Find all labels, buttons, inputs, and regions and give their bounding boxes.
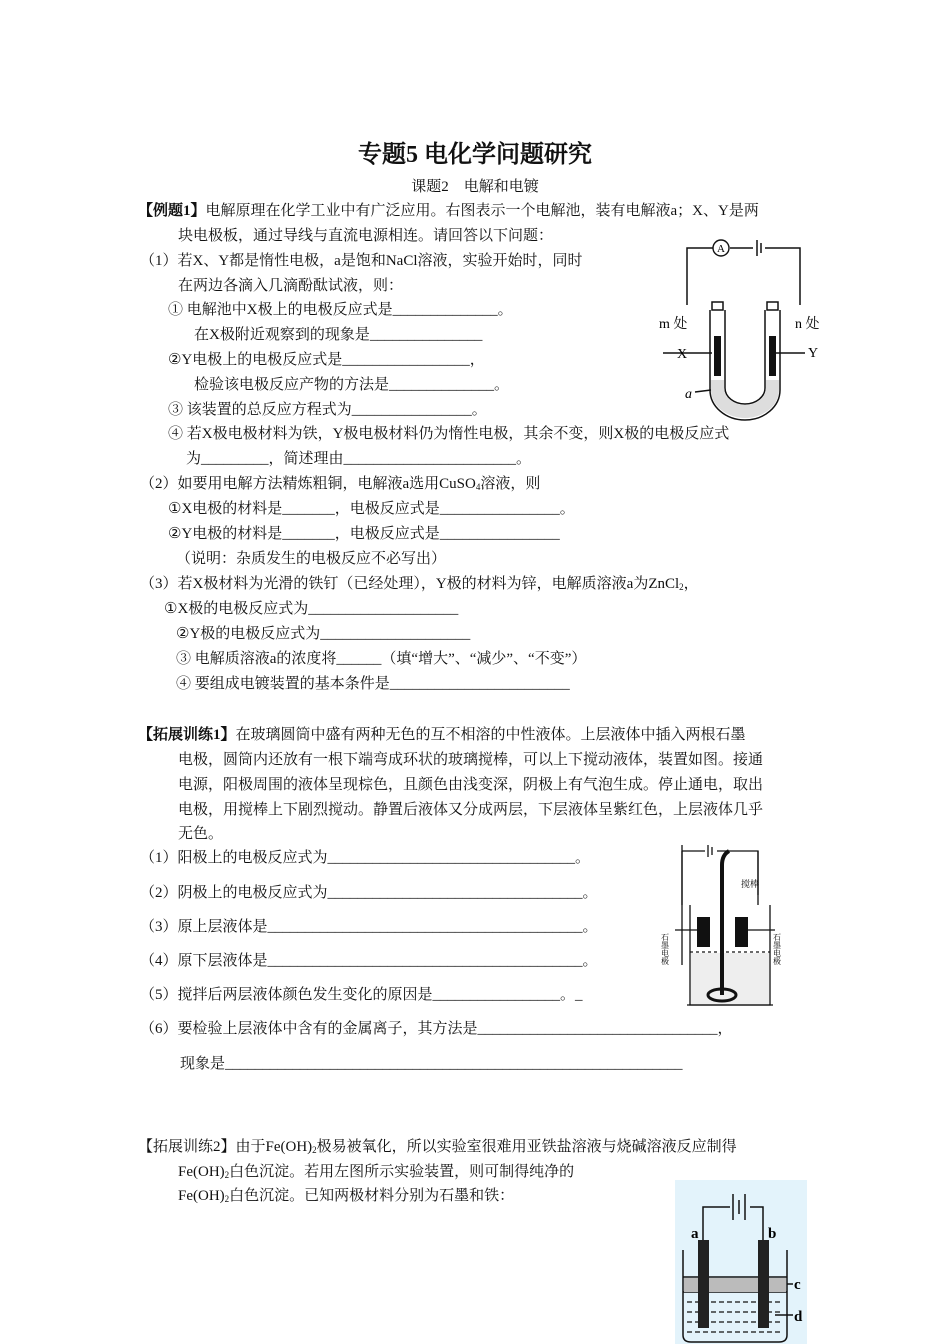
subscript: 2: [312, 1145, 317, 1155]
electrode-b: [758, 1240, 769, 1328]
example1-line1: [138, 201, 759, 221]
q2-1: ①X电极的材料是_______，电极反应式是________________。: [168, 501, 575, 517]
t1-q2: （2）阴极上的电极反应式为__________________________________。: [140, 885, 598, 901]
n-label: n 处: [795, 317, 820, 332]
formula: 由于Fe(OH): [235, 1139, 313, 1155]
q2-note: （说明：杂质发生的电极反应不必写出）: [176, 551, 447, 567]
lesson-subtitle: 课题2 电解和电镀: [411, 179, 539, 195]
training1-line5: 无色。: [178, 826, 224, 842]
subscript: 2: [224, 1194, 230, 1204]
left-graphite-electrode: [697, 917, 710, 947]
m-label: m 处: [659, 317, 688, 332]
formula: Fe(OH): [178, 1188, 225, 1204]
q3-text: （3）若X极材料为光滑的铁钉（已经处理），Y极的材料为锌，电解质溶液a为ZnCl: [140, 576, 680, 592]
training1-line4: 电极，用搅棒上下剧烈搅动。静置后液体又分成两层，下层液体呈紫红色，上层液体几乎: [178, 802, 764, 818]
training2-text: 极易被氧化，所以实验室很难用亚铁盐溶液与烧碱溶液反应制得: [316, 1139, 737, 1155]
example1-text: 电解原理在化学工业中有广泛应用。右图表示一个电解池，装有电解液a；X、Y是两: [205, 203, 759, 219]
example1-line2: 块电极板，通过导线与直流电源相连。请回答以下问题：: [178, 228, 554, 244]
subscript: 2: [224, 1170, 230, 1180]
subscript: 2: [679, 582, 684, 592]
q2-intro: [140, 474, 540, 497]
q3-3: ③ 电解质溶液a的浓度将______（填“增大”、“减少”、“不变”）: [176, 651, 587, 667]
training1-text: 在玻璃圆筒中盛有两种无色的互不相溶的中性液体。上层液体中插入两根石墨: [235, 727, 746, 743]
q2-text-end: 溶液，则: [480, 476, 541, 492]
fe-oh2-electrolysis-diagram: [675, 1180, 807, 1344]
right-graphite-electrode: [735, 917, 748, 947]
q3-text-end: ，: [683, 576, 699, 592]
subscript: 4: [475, 482, 481, 492]
training1-line2: 电极，圆筒内还放有一根下端弯成环状的玻璃搅棒，可以上下搅动液体，装置如图。接通: [178, 752, 764, 768]
training2-line3: [178, 1186, 514, 1209]
left-electrode-label: 石墨电极: [660, 933, 670, 965]
training2-line1: [138, 1137, 737, 1160]
u-tube-electrolysis-diagram: [655, 230, 825, 425]
formula: Fe(OH): [178, 1164, 225, 1180]
training2-label: 【拓展训练2】: [138, 1139, 236, 1155]
t1-q4: （4）原下层液体是__________________________________________。: [140, 953, 598, 969]
stirrer-label: 搅棒: [741, 879, 760, 889]
page-title: 专题5 电化学问题研究: [358, 142, 592, 168]
q1-3: ③ 该装置的总反应方程式为________________。: [168, 402, 487, 418]
q2-text: （2）如要用电解方法精炼粗铜，电解液a选用CuSO: [140, 476, 476, 492]
q3-2: ②Y极的电极反应式为____________________: [176, 626, 471, 642]
q1-1b: 在X极附近观察到的现象是_______________: [194, 327, 483, 343]
a-label: a: [685, 387, 692, 402]
q1-intro: （1）若X、Y都是惰性电极，a是饱和NaCl溶液，实验开始时，同时: [140, 253, 583, 269]
label-c: c: [794, 1277, 801, 1293]
t1-q6: （6）要检验上层液体中含有的金属离子，其方法是________________________________，: [140, 1021, 733, 1037]
y-electrode: [769, 336, 776, 376]
q3-intro: [140, 574, 699, 597]
x-label: X: [677, 347, 688, 362]
y-label: Y: [808, 346, 819, 361]
t1-q3: （3）原上层液体是__________________________________________。: [140, 919, 598, 935]
label-b: b: [768, 1226, 777, 1242]
q2-2: ②Y电极的材料是_______，电极反应式是________________: [168, 526, 560, 542]
training1-line1: [138, 725, 746, 745]
t1-q1: （1）阳极上的电极反应式为_________________________________。: [140, 850, 591, 866]
training2-text: 白色沉淀。已知两极材料分别为石墨和铁：: [229, 1188, 515, 1204]
q1-intro-2: 在两边各滴入几滴酚酞试液，则：: [178, 278, 404, 294]
ammeter-label: A: [717, 243, 725, 255]
training2-line2: [178, 1162, 574, 1185]
q3-4: ④ 要组成电镀装置的基本条件是________________________: [176, 676, 570, 692]
t1-q5: （5）搅拌后两层液体颜色发生变化的原因是_________________。_: [140, 987, 583, 1003]
q1-4b: 为_________，简述理由_______________________。: [186, 451, 532, 467]
training2-text: 白色沉淀。若用左图所示实验装置，则可制得纯净的: [229, 1164, 575, 1180]
cylinder-electrolysis-diagram: [655, 845, 785, 1015]
q1-2: ②Y电极上的电极反应式是_________________，: [168, 352, 485, 368]
q1-1: ① 电解池中X极上的电极反应式是______________。: [168, 302, 513, 318]
x-electrode: [714, 336, 721, 376]
q1-2b: 检验该电极反应产物的方法是______________。: [194, 377, 510, 393]
example1-label: 【例题1】: [138, 203, 206, 219]
training1-line3: 电源，阳极周围的液体呈现棕色，且颜色由浅变深，阴极上有气泡生成。停止通电，取出: [178, 777, 764, 793]
q3-1: ①X极的电极反应式为____________________: [164, 601, 459, 617]
training1-label: 【拓展训练1】: [138, 727, 236, 743]
electrode-a: [698, 1240, 709, 1328]
label-a: a: [691, 1226, 699, 1242]
q1-4: ④ 若X极电极材料为铁，Y极电极材料仍为惰性电极，其余不变，则X极的电极反应式: [168, 426, 730, 442]
right-electrode-label: 石墨电极: [772, 933, 782, 965]
t1-q6b: 现象是_____________________________________________________________: [180, 1056, 683, 1072]
label-d: d: [794, 1309, 803, 1325]
